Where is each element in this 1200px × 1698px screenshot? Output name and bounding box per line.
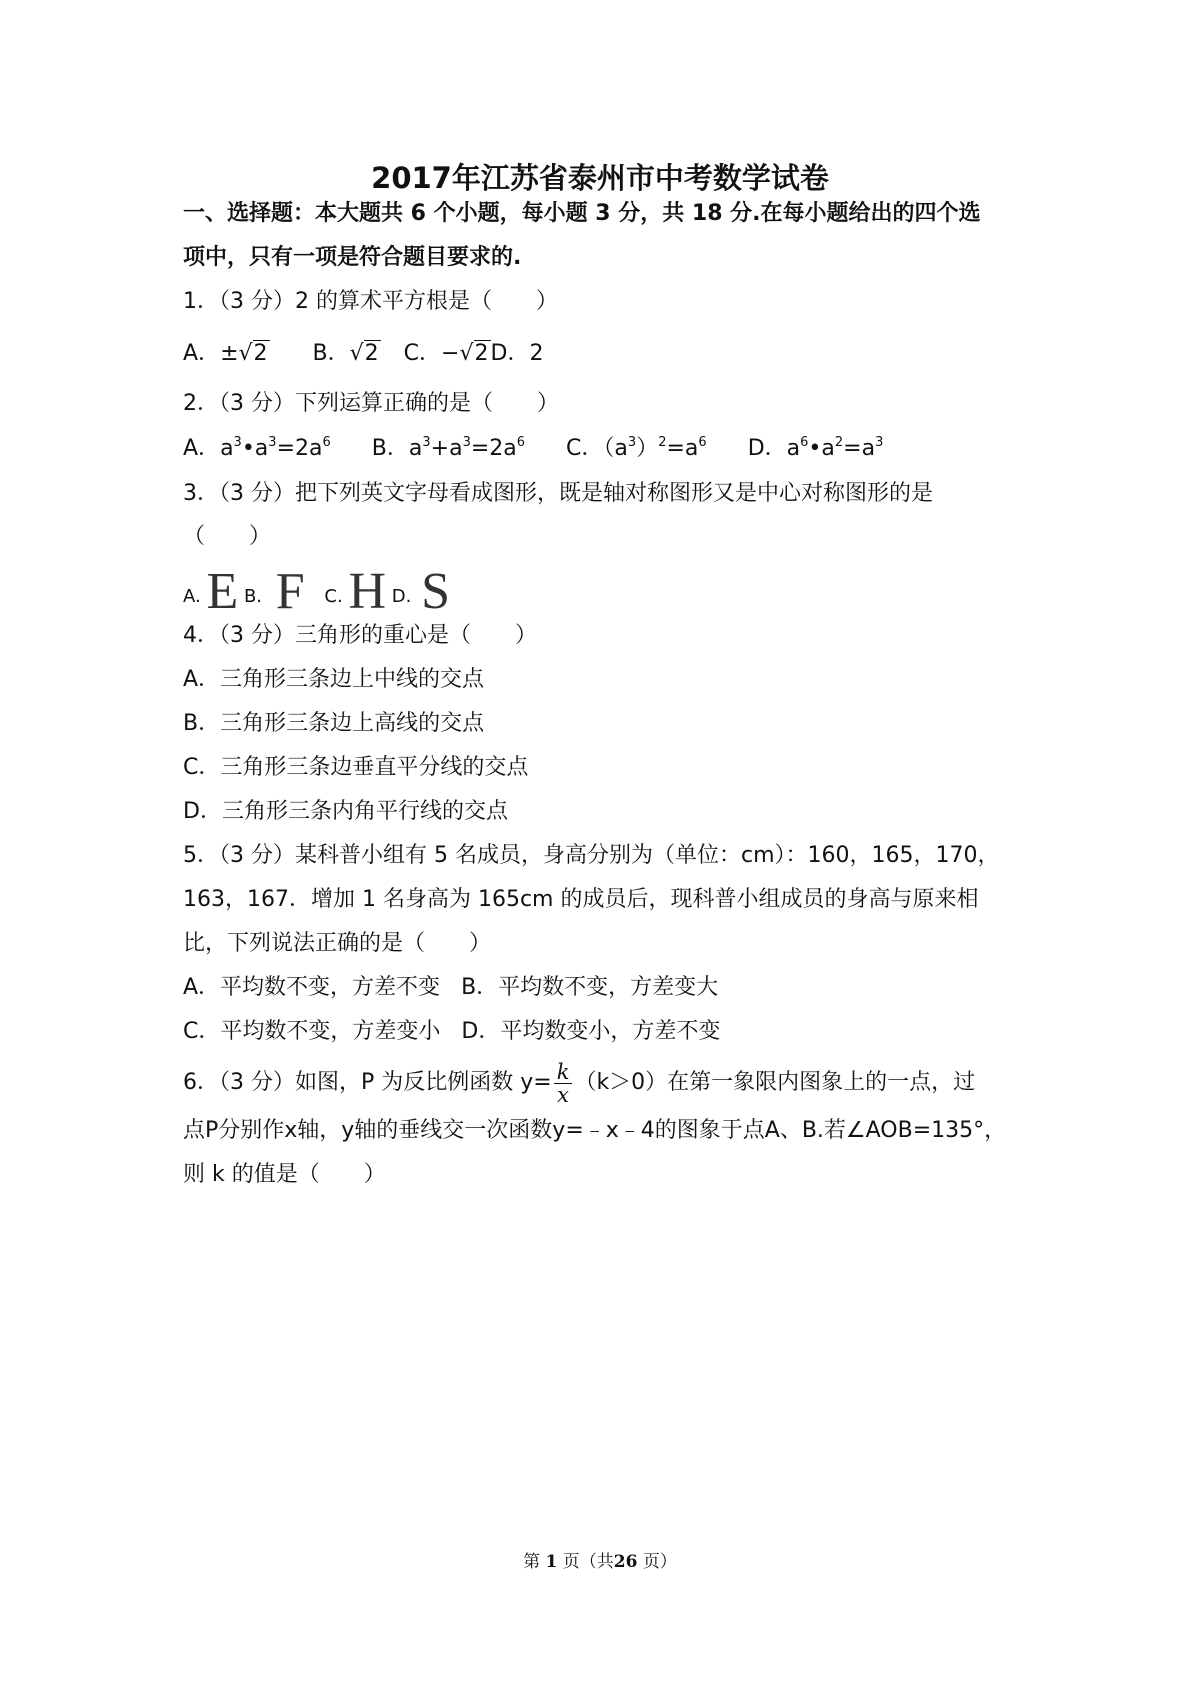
- q5-options-row2: [183, 1017, 720, 1047]
- q5-options-row1: [183, 973, 718, 1003]
- section-heading-line2: 项中，只有一项是符合题目要求的.: [183, 245, 522, 270]
- q3-option-a-label: A.: [183, 586, 201, 607]
- q2-option-a: A．$a^3•a^3=2a^6$: [183, 435, 331, 461]
- q4-option-b: B．三角形三条边上高线的交点: [183, 711, 485, 736]
- q3-option-c-label: C.: [324, 586, 343, 607]
- q1-option-d: D．2: [490, 341, 544, 366]
- page-total: 26: [613, 1552, 638, 1572]
- q2-option-d: D．$a^6•a^2=a^3$: [747, 435, 884, 461]
- q3-letter-s: S: [421, 563, 450, 620]
- q5-stem-line2: 163，167．增加 1 名身高为 165cm 的成员后，现科普小组成员的身高与原来相: [183, 887, 979, 912]
- q5-option-a: A．平均数不变，方差不变: [183, 975, 441, 1000]
- q1-option-b: B．√2: [312, 341, 379, 366]
- q3-options: [183, 563, 450, 625]
- q2-option-c: C．$(a^3)^2=a^6$: [566, 435, 707, 461]
- q3-letter-h: H: [348, 563, 387, 620]
- q5-stem-line3: 比，下列说法正确的是（ ）: [183, 931, 492, 956]
- q2-options: [183, 434, 883, 464]
- q4-option-a: A．三角形三条边上中线的交点: [183, 667, 485, 692]
- q1-options: [183, 339, 543, 369]
- page-footer: 第 1 页（共26 页）: [523, 1552, 677, 1572]
- q5-option-c: C．平均数不变，方差变小: [183, 1019, 441, 1044]
- q2-option-b: B．$a^3+a^3=2a^6$: [371, 435, 526, 461]
- q6-stem-line3: 则 k 的值是（ ）: [183, 1162, 386, 1187]
- q3-paren: （ ）: [183, 524, 272, 549]
- q6-stem-line2: 点P分别作x轴，y轴的垂线交一次函数y=﹣x﹣4的图象于点A、B.若∠AOB=135°，: [183, 1118, 1007, 1143]
- q3-letter-e: E: [206, 563, 239, 620]
- q3-option-d-label: D.: [391, 586, 412, 607]
- q5-option-d: D．平均数变小，方差不变: [461, 1019, 721, 1044]
- q3-stem: 3．（3 分）把下列英文字母看成图形，既是轴对称图形又是中心对称图形的是: [183, 481, 933, 506]
- q4-option-d: D．三角形三条内角平行线的交点: [183, 799, 508, 824]
- q1-option-a: A．±√2: [183, 341, 268, 366]
- section-heading-line1: 一、选择题：本大题共 6 个小题，每小题 3 分，共 18 分.在每小题给出的四个选: [183, 201, 981, 226]
- q3-option-b-label: B.: [243, 586, 263, 607]
- q5-option-b: B．平均数不变，方差变大: [461, 975, 719, 1000]
- q1-stem: 1．（3 分）2 的算术平方根是（ ）: [183, 289, 558, 314]
- q5-stem-line1: 5．（3 分）某科普小组有 5 名成员，身高分别为（单位：cm）：160，165，170，: [183, 843, 1000, 868]
- exam-title: 2017年江苏省泰州市中考数学试卷: [371, 161, 829, 195]
- q4-option-c: C．三角形三条边垂直平分线的交点: [183, 755, 529, 780]
- fraction-k-over-x: $\frac{k}{x}$: [554, 1061, 573, 1106]
- q6-stem-line1: 6．（3 分）如图，P 为反比例函数 y= $\frac{k}{x}$ （k＞0）在第一象限内图象上的一点，过: [183, 1059, 976, 1107]
- page-number: 1: [545, 1552, 558, 1572]
- q2-stem: 2．（3 分）下列运算正确的是（ ）: [183, 391, 559, 416]
- q1-option-c: C．−√2: [403, 341, 489, 366]
- q4-stem: 4．（3 分）三角形的重心是（ ）: [183, 623, 537, 648]
- q3-letter-f: F: [275, 563, 305, 620]
